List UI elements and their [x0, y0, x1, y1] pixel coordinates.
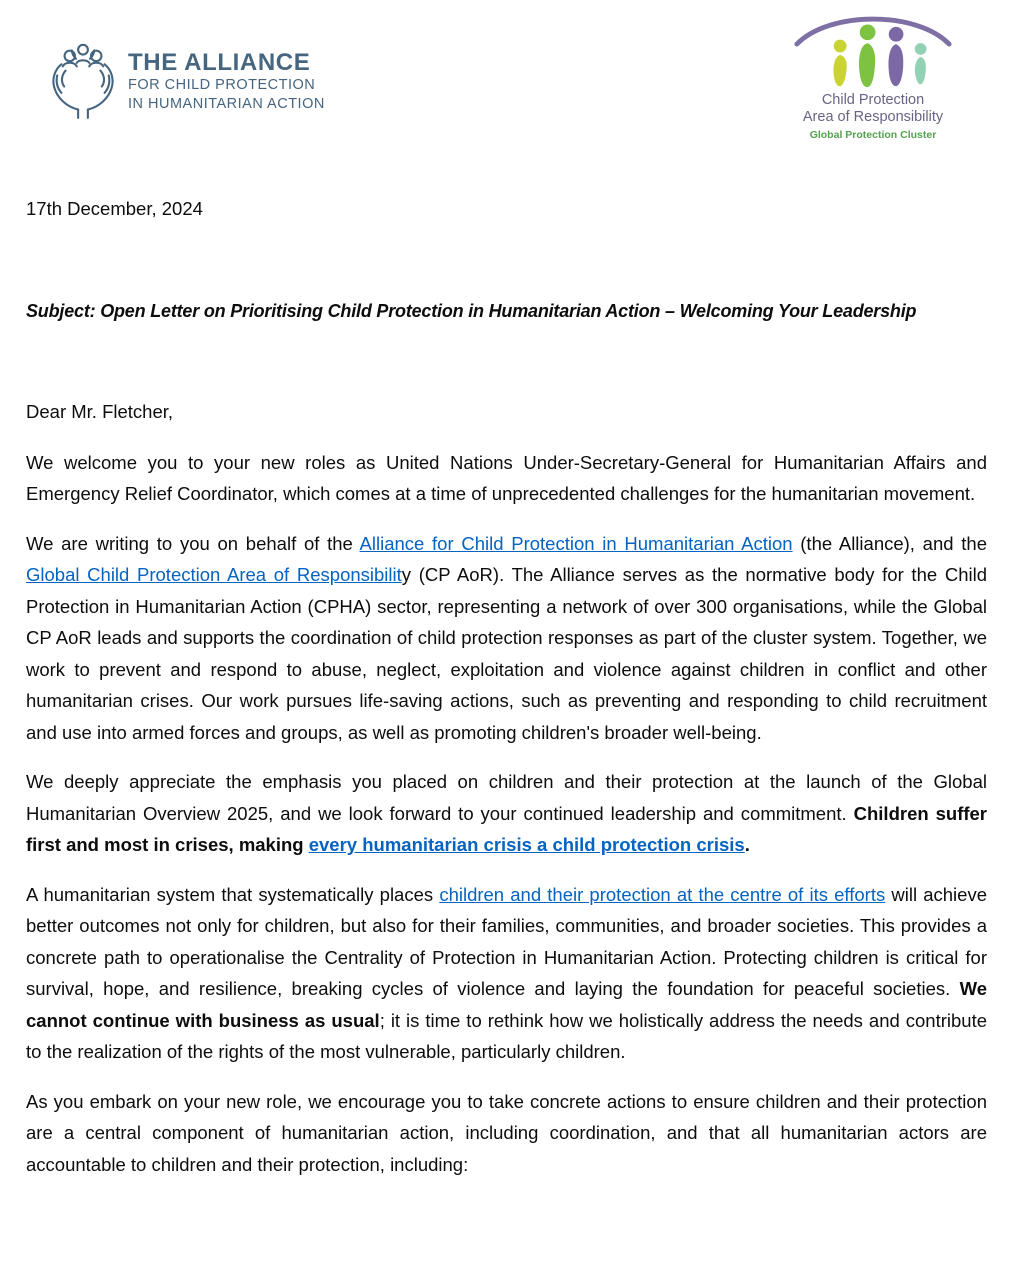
subject-line: Subject: Open Letter on Prioritising Child Protection in Humanitarian Action – Welcoming Your Leadership	[26, 300, 917, 321]
salutation: Dear Mr. Fletcher,	[26, 401, 174, 422]
alliance-logo	[48, 42, 325, 120]
text-segment: We are writing to you on behalf of the	[26, 532, 360, 554]
cpaor-title-1: Child Protection	[821, 92, 925, 108]
alliance-wordmark	[128, 42, 325, 114]
hyperlink[interactable]: Global Child Protection Area of Responsibilit	[26, 564, 402, 585]
paragraph	[26, 447, 987, 510]
text-segment: .	[744, 834, 750, 855]
text-segment: will achieve better outcomes not only for children, but also for their families, communities, and broader societies. This provides a concrete path to operationalise the Centrality of Protection in Humanitarian Action. Protecting children is critical for survival, hope, and resilience, breaking cycles of violence and laying the foundation for peaceful societies.	[26, 883, 987, 999]
hyperlink[interactable]: Alliance for Child Protection in Humanitarian Action	[359, 532, 793, 554]
hyperlink[interactable]: children and their protection at the centre of its efforts	[439, 883, 886, 905]
text-segment: We deeply appreciate the emphasis you placed on children and their protection at the launch of the Global Humanitarian Overview 2025, and we look forward to your continued leadership and commitment.	[26, 771, 987, 824]
paragraph	[26, 528, 987, 749]
text-segment: y (CP AoR). The Alliance serves as the normative body for the Child Protection in Humanitarian Action (CPHA) sector, representing a network of over 300 organisations, while the Global CP AoR leads and supports the coordination of child protection responses as part of the cluster system. Together, we work to prevent and respond to abuse, neglect, exploitation and violence against children in conflict and other humanitarian crises. Our work pursues life-saving actions, such as preventing and responding to child recruitment and use into armed forces and groups, as well as promoting children's broader well-being.	[26, 564, 988, 743]
child-shoulders	[63, 63, 77, 67]
alliance-subtitle-2: IN HUMANITARIAN ACTION	[128, 96, 325, 112]
text-segment: A humanitarian system that systematically places	[26, 883, 440, 905]
letter-body	[26, 193, 987, 1180]
left-finger	[57, 75, 62, 92]
paragraph	[26, 879, 987, 1068]
text-segment: We welcome you to your new roles as United Nations Under-Secretary-General for Humanitarian Affairs and Emergency Relief Coordinator, which comes at a time of unprecedented challenges for the humanitarian movement.	[26, 451, 987, 504]
hyperlink[interactable]: every humanitarian crisis a child protection crisis	[308, 834, 745, 855]
cpaor-logo	[792, 8, 954, 143]
alliance-title: THE ALLIANCE	[128, 49, 311, 76]
text-segment: ; it is time to rethink how we holistically address the needs and contribute to the realization of the rights of the most vulnerable, particularly children.	[26, 1009, 987, 1062]
letter-paragraphs	[26, 447, 987, 1181]
alliance-subtitle-1: FOR CHILD PROTECTION	[128, 77, 316, 93]
child-shoulders	[89, 63, 103, 67]
text-segment: We cannot continue with business as usual	[26, 978, 987, 1031]
figure-teal	[915, 43, 927, 84]
figure-green	[859, 24, 875, 87]
letter-date: 17th December, 2024	[26, 198, 203, 219]
figure-yellow-green	[833, 40, 846, 87]
cpaor-title-2: Area of Responsibility	[802, 109, 944, 125]
left-thumb	[62, 71, 66, 87]
right-thumb	[100, 71, 104, 87]
child-figure-head	[78, 45, 88, 55]
text-segment: (the Alliance), and the	[792, 532, 987, 554]
child-shoulders	[77, 60, 90, 63]
paragraph	[26, 1086, 987, 1181]
cpaor-figures-icon	[792, 8, 954, 90]
right-finger	[105, 75, 110, 92]
text-segment: Children suffer first and most in crises, making	[26, 802, 987, 855]
figure-purple	[888, 27, 903, 86]
hands-holding-children-icon	[48, 42, 118, 120]
text-segment: As you embark on your new role, we encourage you to take concrete actions to ensure children and their protection are a central component of humanitarian action, including coordination, and that all humanitarian actors are accountable to children and their protection, including:	[26, 1090, 987, 1175]
paragraph	[26, 766, 987, 861]
cpaor-subtitle: Global Protection Cluster	[809, 129, 937, 141]
